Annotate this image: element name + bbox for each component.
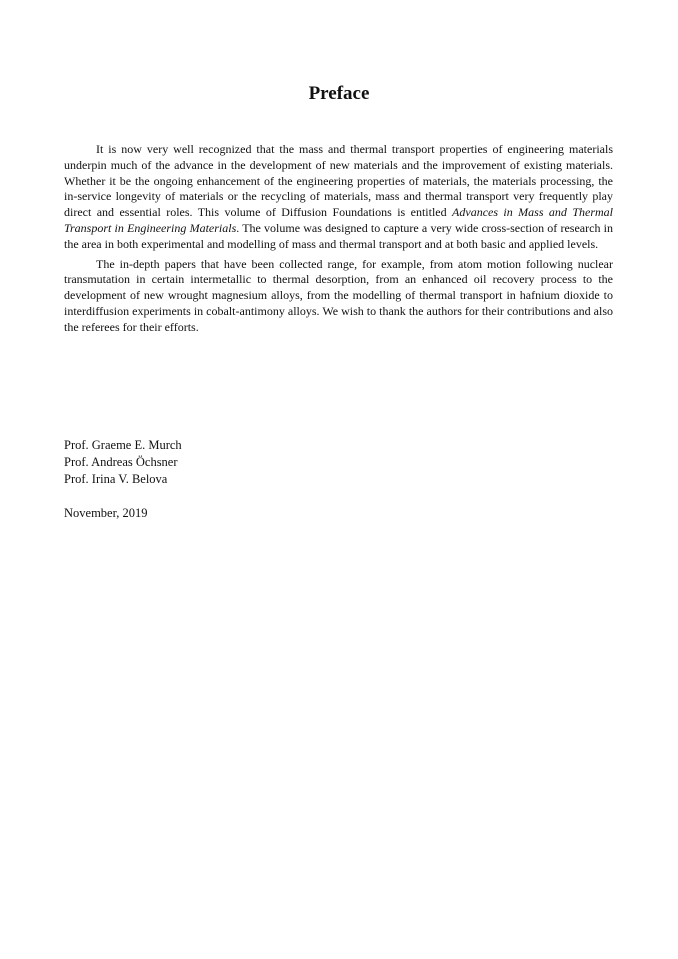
signatory-name: Prof. Andreas Öchsner: [64, 455, 178, 469]
paragraph-2: The in-depth papers that have been collected range, for example, from atom motion following nuclear transmutation in certain intermetallic to thermal desorption, from an enhanced oil recovery process to the development of new wrought magnesium alloys, from the modelling of thermal transport in hafnium dioxide to interdiffusion experiments in cobalt-antimony alloys. We wish to thank the authors for their contributions and also the referees for their efforts.: [64, 256, 613, 334]
preface-body: [64, 142, 613, 340]
signatory-name: Prof. Graeme E. Murch: [64, 438, 182, 452]
volume-title: Advances in Mass and Thermal Transport in Engineering Materials: [64, 205, 613, 235]
paragraph-1: [64, 142, 613, 253]
preface-date: November, 2019: [64, 506, 148, 520]
paragraph-1-text-start: It is now very well recognized that the mass and thermal transport properties of engineering materials underpin much of the advance in the development of new materials and the improvement of existing materials. Whether it be the ongoing enhancement of the engineering properties of materials, the materials processing, the in-service longevity of materials or the recycling of materials, mass and thermal transport very frequently play direct and essential roles. This volume of Diffusion Foundations is entitled: [64, 142, 613, 220]
signature-block: [64, 437, 182, 488]
page-title: Preface: [308, 83, 370, 104]
paragraph-1-text-end: . The volume was designed to capture a very wide cross-section of research in the area in both experimental and modelling of mass and thermal transport and at both basic and applied levels.: [64, 220, 613, 251]
signatory-name: Prof. Irina V. Belova: [64, 472, 168, 486]
